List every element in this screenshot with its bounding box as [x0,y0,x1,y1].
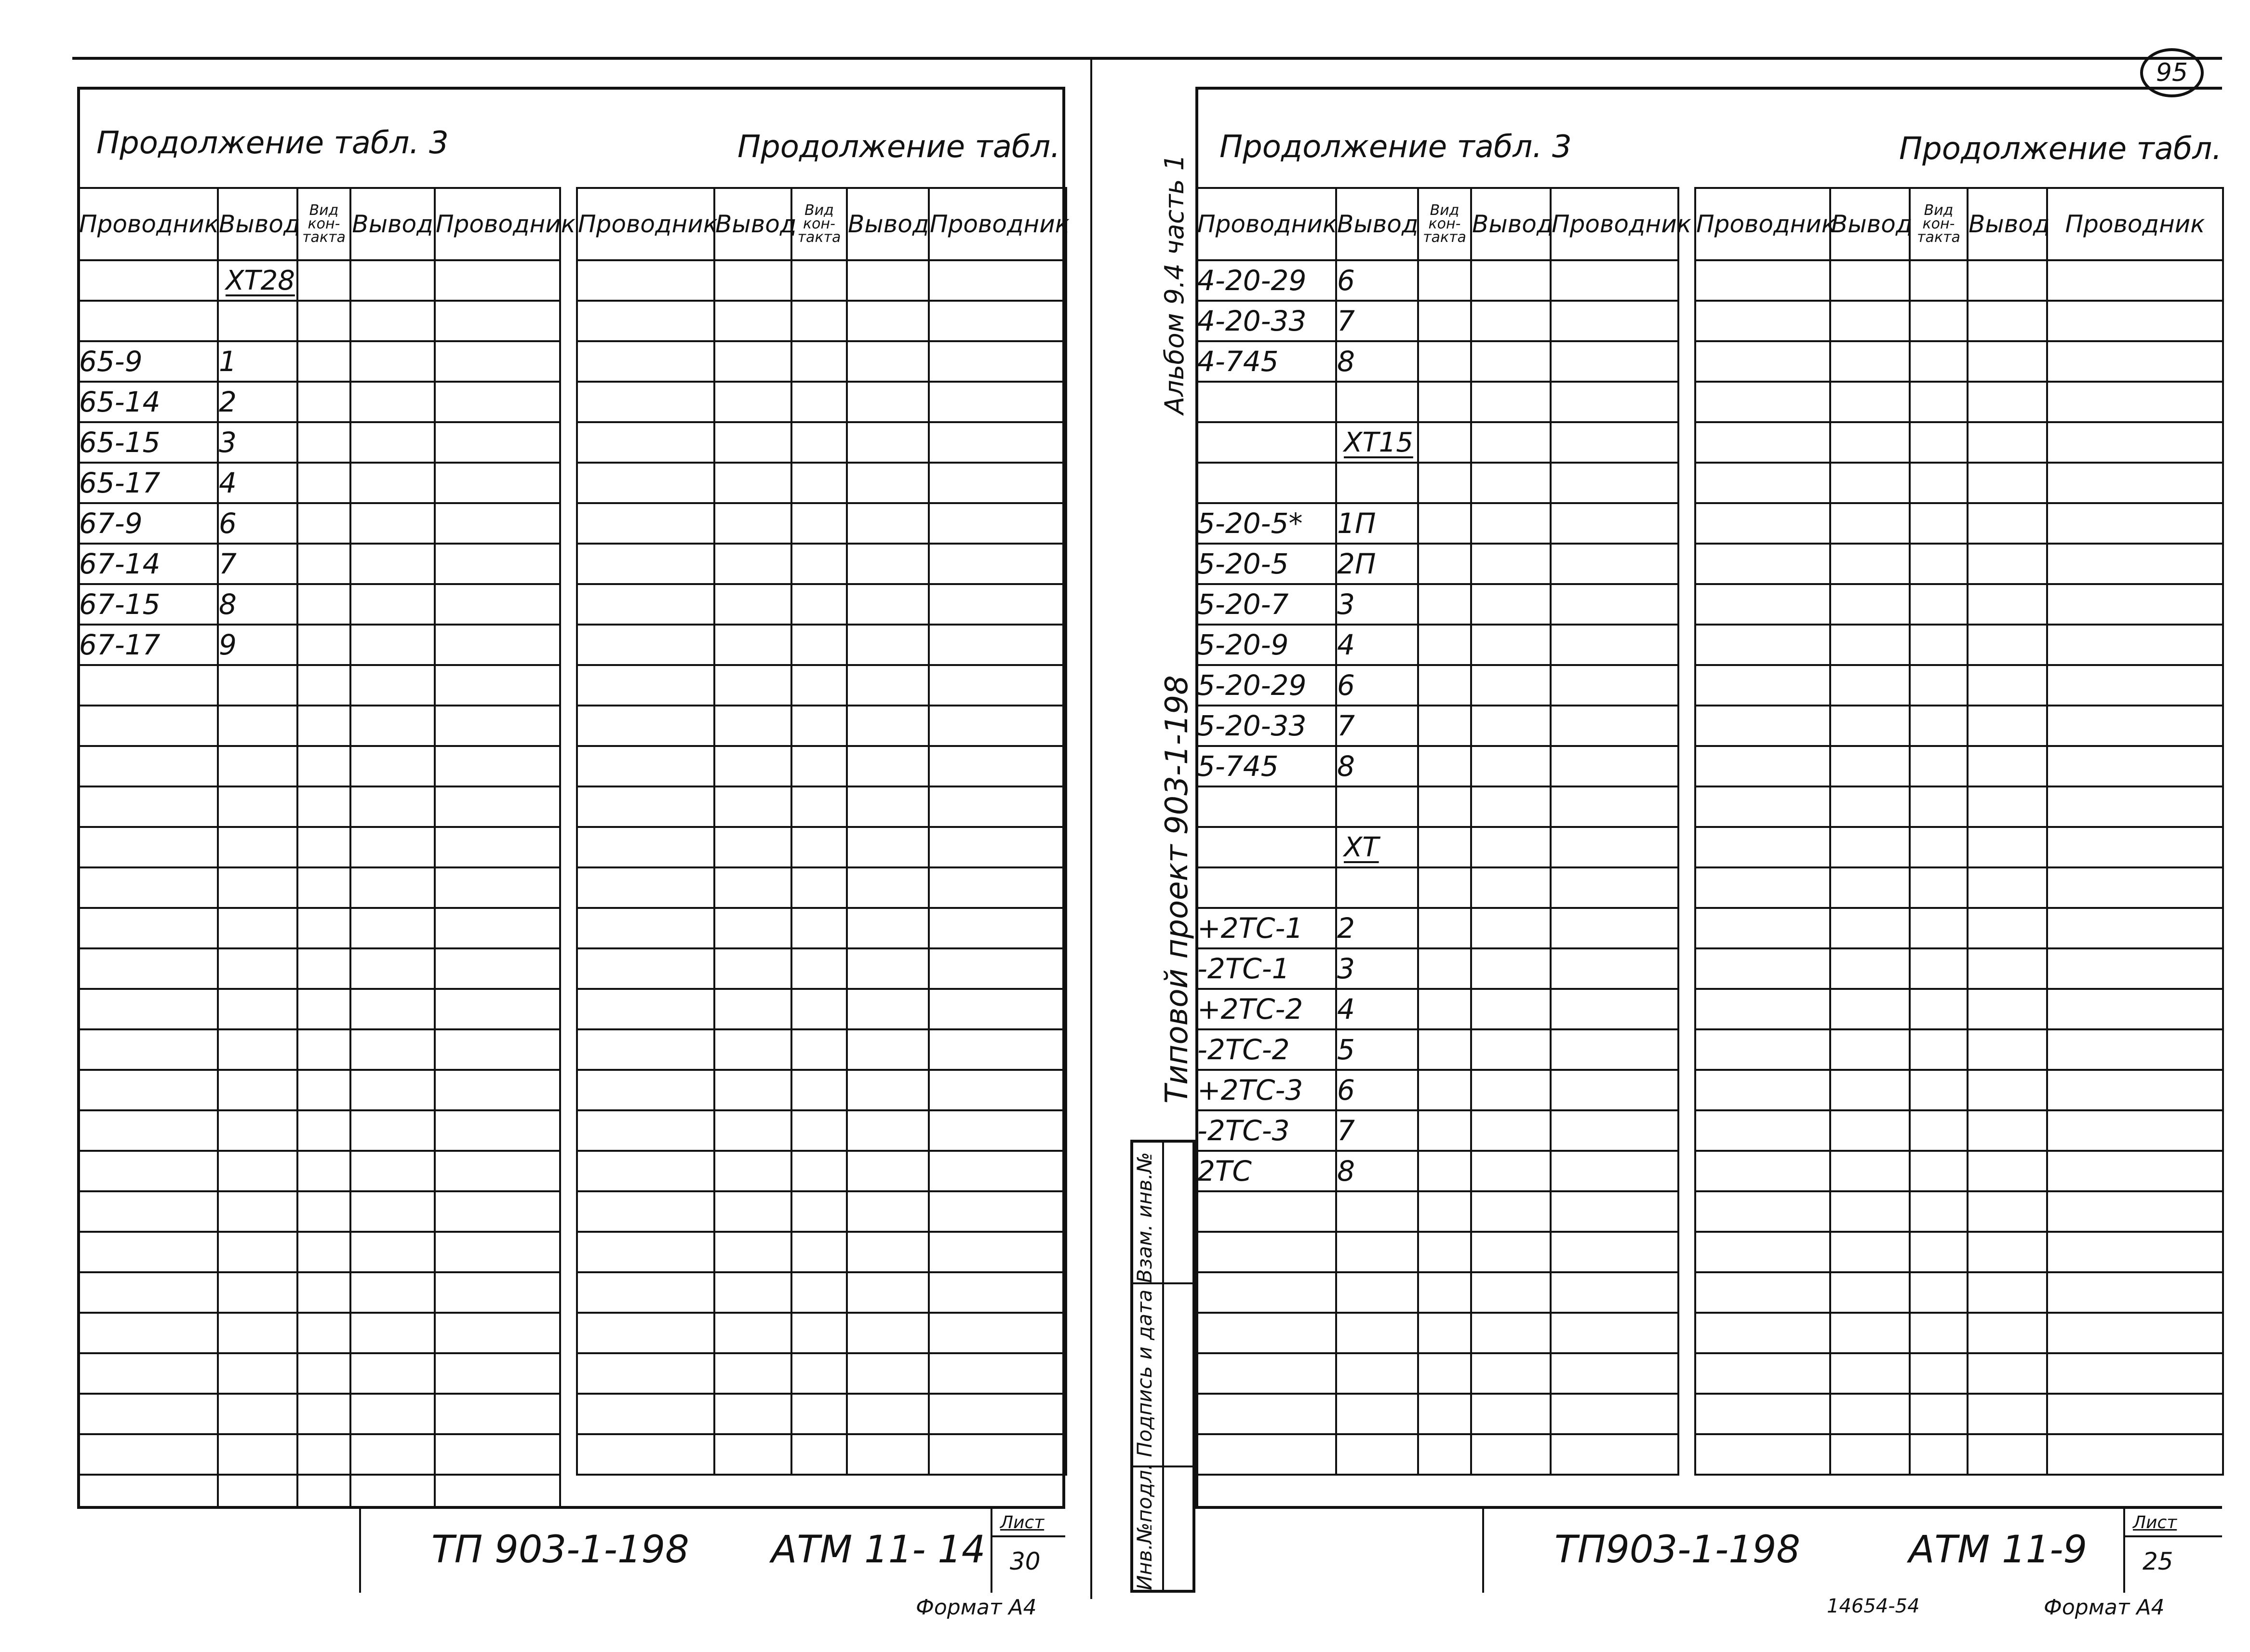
left-drawing-code: АТМ 11- 14 [771,1528,986,1572]
left-title-block [77,1506,1065,1593]
left-format: Формат А4 [916,1595,1037,1620]
table-row: 4-20-33 7 [1196,301,1678,341]
page-divider [1090,57,1092,1599]
col-terminal: Вывод [219,210,300,238]
col-terminal-2: Вывод [1969,210,2050,238]
table-row: -2ТС-1 3 [1196,948,1678,989]
table-row: -2ТС-2 5 [1196,1029,1678,1070]
col-terminal-2: Вывод [1472,210,1554,238]
left-title-continuation-right: Продолжение табл. [737,129,1060,165]
group-label-1: ХТ15 [1344,426,1413,458]
table-row: 5-20-5* 1П [1196,503,1678,544]
col-conductor: Проводник [79,210,219,238]
col-conductor: Проводник [1696,210,1836,238]
table-row: 4-20-29 6 [1196,260,1678,301]
group-label-2: ХТ [1344,831,1379,863]
table-row: 67-9 6 [78,503,560,544]
right-format: Формат А4 [2044,1595,2165,1620]
table-row: +2ТС-3 6 [1196,1070,1678,1110]
table-row: 65-17 4 [78,463,560,503]
table-row: 65-9 1 [78,341,560,382]
left-table-b [576,187,1070,1476]
table-row: 67-15 8 [78,584,560,625]
right-title-block [1195,1506,2222,1593]
table-row: +2ТС-2 4 [1196,989,1678,1029]
right-sheet-number: 25 [2143,1547,2173,1575]
table-row: 5-20-33 7 [1196,706,1678,746]
table-row: 5-745 8 [1196,746,1678,786]
left-sheet-label: Лист [1000,1513,1045,1532]
side-block-label: Инв.№подл. Подпись и дата Взам. инв.№ [1133,1152,1156,1590]
table-row: 65-14 2 [78,382,560,422]
table-row: -2ТС-3 7 [1196,1110,1678,1151]
left-title-continuation: Продолжение табл. 3 [96,125,449,161]
table-row: 5-20-9 4 [1196,625,1678,665]
group-label: ХТ28 [226,265,295,296]
col-terminal-2: Вывод [848,210,929,238]
right-sheet-label: Лист [2133,1513,2177,1532]
left-project-code: ТП 903-1-198 [431,1528,689,1572]
col-terminal-2: Вывод [352,210,433,238]
col-contact-type: Вид кон- такта [1423,202,1466,246]
right-drawing-code: АТМ 11-9 [1909,1528,2088,1572]
col-conductor: Проводник [578,210,718,238]
right-table-b [1694,187,2224,1476]
page-number: 95 [2140,48,2204,97]
table-row: 2ТС 8 [1196,1151,1678,1191]
side-project-label: Типовой проект 903-1-198 [1159,675,1195,1104]
col-terminal: Вывод [1831,210,1913,238]
right-project-code: ТП903-1-198 [1554,1528,1800,1572]
col-conductor-2: Проводник [930,210,1070,238]
table-row: 5-20-7 3 [1196,584,1678,625]
col-contact-type: Вид кон- такта [797,202,841,246]
col-conductor-2: Проводник [1552,210,1691,238]
col-conductor: Проводник [1197,210,1337,238]
table-row: 67-14 7 [78,544,560,584]
col-terminal: Вывод [715,210,797,238]
col-conductor-2: Проводник [2065,210,2205,238]
top-rule [72,57,2222,60]
col-terminal: Вывод [1337,210,1419,238]
left-table-a [77,187,576,1516]
col-conductor-2: Проводник [436,210,576,238]
right-table-a [1195,187,1691,1476]
left-sheet-number: 30 [1010,1547,1041,1575]
right-title-continuation-right: Продолжение табл. [1899,131,2222,167]
table-row: +2ТС-1 2 [1196,908,1678,948]
side-album-label: Альбом 9.4 часть 1 [1159,154,1190,414]
col-contact-type: Вид кон- такта [302,202,346,246]
table-row: 5-20-5 2П [1196,544,1678,584]
col-contact-type: Вид кон- такта [1917,202,1960,246]
right-title-continuation: Продолжение табл. 3 [1219,129,1572,165]
table-row: 67-17 9 [78,625,560,665]
right-footer-code: 14654-54 [1827,1595,1920,1617]
table-row: 65-15 3 [78,422,560,463]
table-row: 4-745 8 [1196,341,1678,382]
table-row: 5-20-29 6 [1196,665,1678,706]
